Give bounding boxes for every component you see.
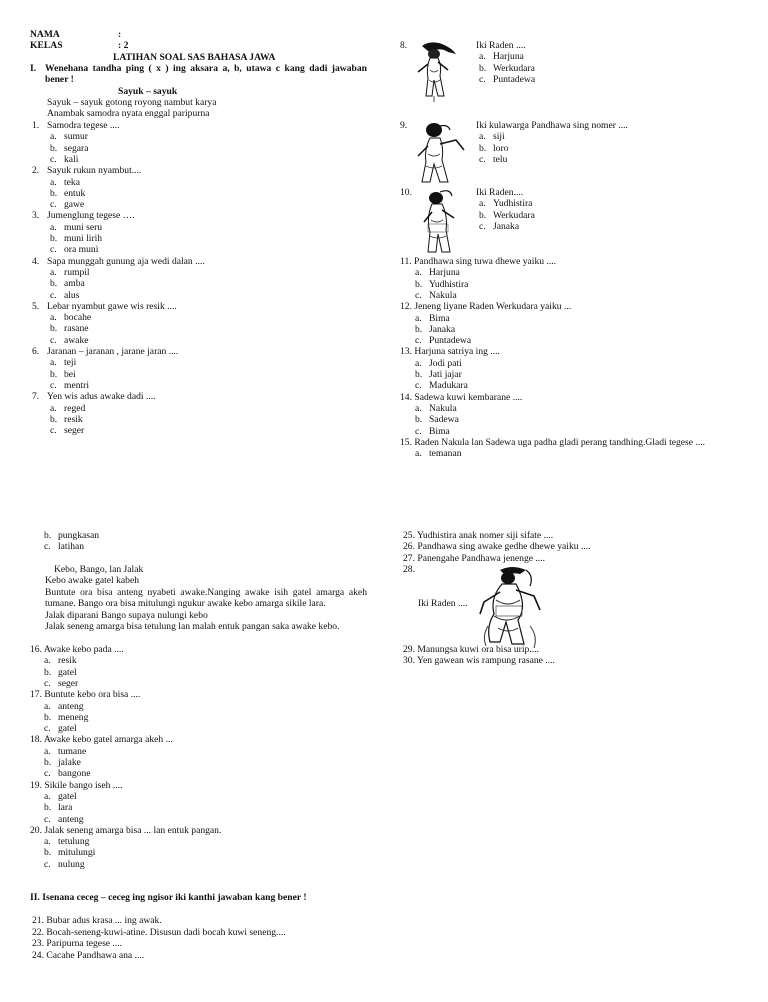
- option-letter: c.: [479, 153, 486, 165]
- question-number: 5.: [32, 300, 40, 312]
- answer-option[interactable]: [50, 154, 78, 165]
- option-text: resik: [58, 655, 77, 667]
- option-text: Bima: [429, 312, 450, 324]
- answer-option[interactable]: [415, 290, 457, 301]
- question-number: 7.: [32, 391, 40, 403]
- option-text: telu: [493, 153, 508, 165]
- option-letter: a.: [50, 312, 57, 324]
- fill-in-item: 28.: [403, 564, 415, 575]
- question-text: 16. Awake kebo pada ....: [30, 644, 124, 655]
- fill-in-item: 21. Bubar adus krasa ... ing awak.: [32, 915, 162, 926]
- option-letter: c.: [50, 379, 57, 391]
- option-text: muni lirih: [64, 233, 103, 244]
- option-text: gatel: [58, 666, 77, 678]
- answer-option[interactable]: [479, 210, 535, 221]
- answer-option[interactable]: [50, 369, 76, 380]
- option-text: Werkudara: [493, 62, 535, 74]
- option-text: rumpil: [64, 266, 90, 278]
- question-number: 9.: [400, 120, 408, 131]
- option-letter: b.: [44, 530, 52, 541]
- question-text: Jumenglung tegese ….: [47, 210, 135, 222]
- option-text: seger: [58, 677, 79, 689]
- option-letter: b.: [50, 233, 58, 244]
- answer-option[interactable]: [415, 403, 457, 414]
- answer-option[interactable]: [44, 678, 78, 689]
- story-title: Kebo, Bango, lan Jalak: [54, 564, 144, 575]
- answer-option[interactable]: [50, 414, 83, 425]
- option-text: teji: [64, 357, 77, 369]
- answer-option[interactable]: [479, 154, 507, 165]
- option-letter: a.: [415, 357, 422, 369]
- option-text: Yudhistira: [493, 198, 533, 210]
- option-text: Nakula: [429, 289, 457, 301]
- answer-option[interactable]: [479, 51, 524, 62]
- option-letter: c.: [50, 334, 57, 346]
- nama-label: NAMA: [30, 29, 60, 40]
- option-letter: c.: [415, 425, 422, 437]
- question-text: Iki Raden....: [476, 187, 524, 198]
- answer-option[interactable]: [44, 836, 89, 847]
- answer-option[interactable]: [44, 814, 84, 825]
- story-line: Jalak diparani Bango supaya nulungi kebo: [45, 610, 208, 621]
- option-letter: c.: [50, 153, 57, 165]
- option-text: Janaka: [493, 220, 520, 232]
- question-text: Samodra tegese ....: [47, 120, 120, 131]
- option-text: nulung: [58, 858, 85, 870]
- answer-option[interactable]: [44, 667, 77, 678]
- option-letter: b.: [479, 142, 487, 154]
- answer-option[interactable]: [44, 791, 77, 802]
- option-letter: a.: [415, 448, 422, 460]
- answer-option[interactable]: [479, 221, 519, 232]
- answer-option[interactable]: [44, 655, 77, 666]
- option-text: entuk: [64, 187, 86, 199]
- option-letter: b.: [50, 278, 58, 290]
- option-text: sumur: [64, 131, 88, 143]
- option-letter: b.: [415, 369, 423, 380]
- option-text: tumane: [58, 745, 87, 757]
- option-letter: b.: [44, 666, 52, 678]
- option-text: bei: [64, 368, 76, 380]
- question-text: 13. Harjuna satriya ing ....: [400, 346, 500, 358]
- option-letter: c.: [415, 289, 422, 301]
- nama-colon: :: [118, 29, 122, 40]
- option-letter: a.: [44, 745, 51, 757]
- answer-option[interactable]: [479, 74, 535, 85]
- section1-instruction-cont: bener !: [45, 74, 74, 85]
- answer-option[interactable]: [415, 279, 468, 290]
- option-letter: a.: [50, 402, 57, 414]
- option-letter: b.: [44, 711, 52, 723]
- answer-option[interactable]: [415, 335, 471, 346]
- option-text: ora muni: [64, 244, 99, 256]
- question-text: Jaranan – jaranan , jarane jaran ....: [47, 346, 179, 357]
- option-text: gatel: [58, 790, 77, 802]
- option-text: meneng: [58, 711, 89, 723]
- option-text: jalake: [58, 757, 81, 768]
- option-letter: a.: [44, 700, 51, 712]
- option-text: Jodi pati: [429, 357, 462, 369]
- fill-in-item: 26. Pandhawa sing awake gedhe dhewe yaiku ....: [403, 541, 591, 552]
- option-text: rasane: [64, 323, 89, 335]
- question-number: 3.: [32, 210, 40, 222]
- option-letter: a.: [44, 790, 51, 802]
- option-text: gatel: [58, 723, 77, 735]
- option-text: Bima: [429, 425, 450, 437]
- option-text: segara: [64, 142, 89, 154]
- option-text: loro: [493, 142, 509, 154]
- question-number: 10.: [400, 187, 412, 198]
- question-text: 19. Sikile bango iseh ....: [30, 779, 123, 791]
- option-letter: b.: [44, 757, 52, 768]
- answer-option[interactable]: [50, 290, 79, 301]
- answer-option[interactable]: [44, 712, 88, 723]
- answer-option[interactable]: [479, 143, 508, 154]
- option-text: Jati jajar: [429, 369, 462, 380]
- fill-in-item: 30. Yen gawean wis rampung rasane ....: [403, 655, 555, 666]
- option-text: pungkasan: [58, 530, 100, 541]
- option-letter: c.: [44, 858, 51, 870]
- option-text: resik: [64, 413, 83, 425]
- option-letter: b.: [50, 187, 58, 199]
- answer-option[interactable]: [44, 541, 84, 552]
- option-text: kali: [64, 153, 79, 165]
- option-letter: b.: [50, 368, 58, 380]
- poem-line: Anambak samodra nyata enggal paripurna: [47, 108, 210, 119]
- answer-option[interactable]: [44, 847, 95, 858]
- option-letter: a.: [50, 221, 57, 233]
- option-letter: a.: [479, 198, 486, 210]
- option-text: Harjuna: [493, 51, 524, 63]
- answer-option[interactable]: [479, 131, 505, 142]
- answer-option[interactable]: [50, 199, 84, 210]
- option-text: muni seru: [64, 221, 103, 233]
- answer-option[interactable]: [415, 380, 468, 391]
- option-letter: b.: [479, 62, 487, 74]
- option-letter: a.: [479, 51, 486, 63]
- poem-line: Sayuk – sayuk gotong royong nambut karya: [47, 97, 217, 108]
- option-letter: b.: [50, 323, 58, 335]
- answer-option[interactable]: [50, 222, 102, 233]
- q28-caption: Iki Raden ....: [418, 598, 468, 609]
- answer-option[interactable]: [50, 425, 84, 436]
- answer-option[interactable]: [50, 244, 98, 255]
- option-text: bangone: [58, 768, 91, 780]
- answer-option[interactable]: [44, 757, 81, 768]
- option-text: latihan: [58, 541, 85, 552]
- option-letter: a.: [50, 266, 57, 278]
- answer-option[interactable]: [50, 357, 76, 368]
- story-line: Jalak seneng amarga bisa tetulung lan malah entuk pangan saka awake kebo.: [45, 621, 340, 632]
- option-text: tetulung: [58, 836, 90, 848]
- option-letter: a.: [44, 836, 51, 848]
- option-text: siji: [493, 131, 505, 143]
- option-letter: b.: [415, 414, 423, 426]
- option-text: Madukara: [429, 380, 468, 392]
- poem-title: Sayuk – sayuk: [118, 86, 178, 97]
- option-letter: c.: [50, 199, 57, 211]
- question-text: Lebar nyambut gawe wis resik ....: [47, 300, 177, 312]
- option-letter: b.: [50, 413, 58, 425]
- option-text: Nakula: [429, 402, 457, 414]
- question-number: 1.: [32, 120, 40, 131]
- question-text: 17. Buntute kebo ora bisa ....: [30, 689, 141, 701]
- option-text: Werkudara: [493, 209, 535, 221]
- option-letter: a.: [50, 176, 57, 188]
- question-text: Iki kulawarga Pandhawa sing nomer ....: [476, 120, 628, 131]
- answer-option[interactable]: [50, 177, 80, 188]
- answer-option[interactable]: [50, 335, 89, 346]
- answer-option[interactable]: [479, 198, 532, 209]
- kelas-value: : 2: [118, 40, 129, 51]
- option-text: lara: [58, 802, 73, 814]
- fill-in-item: 27. Panengahe Pandhawa jenenge ....: [403, 553, 545, 564]
- option-text: alus: [64, 289, 80, 301]
- question-text: 20. Jalak seneng amarga bisa ... lan entuk pangan.: [30, 824, 222, 836]
- question-number: 6.: [32, 346, 40, 357]
- fill-in-item: 24. Cacahe Pandhawa ana ....: [32, 950, 145, 961]
- option-text: Puntadewa: [429, 335, 472, 347]
- option-letter: c.: [479, 73, 486, 85]
- answer-option[interactable]: [415, 267, 460, 278]
- option-letter: b.: [44, 802, 52, 814]
- kelas-label: KELAS: [30, 40, 63, 51]
- option-letter: c.: [50, 289, 57, 301]
- answer-option[interactable]: [50, 188, 85, 199]
- option-text: awake: [64, 334, 89, 346]
- page-title: LATIHAN SOAL SAS BAHASA JAWA: [113, 52, 276, 63]
- option-text: mentri: [64, 379, 90, 391]
- option-text: seger: [64, 425, 85, 437]
- answer-option[interactable]: [415, 369, 462, 380]
- answer-option[interactable]: [44, 530, 99, 541]
- answer-option[interactable]: [44, 701, 84, 712]
- answer-option[interactable]: [50, 312, 91, 323]
- answer-option[interactable]: [44, 802, 72, 813]
- fill-in-item: 29. Manungsa kuwi ora bisa urip....: [403, 644, 539, 655]
- option-letter: a.: [415, 402, 422, 414]
- question-text: 15. Raden Nakula lan Sadewa uga padha gladi perang tandhing.Gladi tegese ....: [400, 436, 706, 448]
- story-line: Kebo awake gatel kabeh: [45, 575, 140, 586]
- answer-option[interactable]: [415, 426, 450, 437]
- answer-option[interactable]: [50, 323, 89, 334]
- option-text: gawe: [64, 199, 85, 211]
- wayang-figure-10: [416, 188, 462, 256]
- option-text: bocahe: [64, 312, 92, 324]
- option-letter: a.: [44, 655, 51, 667]
- question-text: Iki Raden ....: [476, 40, 526, 51]
- answer-option[interactable]: [50, 233, 102, 244]
- answer-option[interactable]: [44, 859, 85, 870]
- section1-instruction: Wenehana tandha ping ( x ) ing aksara a, b, utawa c kang dadi jawaban: [45, 63, 367, 74]
- option-letter: a.: [50, 357, 57, 369]
- option-letter: c.: [44, 723, 51, 735]
- fill-in-item: 23. Paripurna tegese ....: [32, 938, 123, 949]
- answer-option[interactable]: [415, 448, 462, 459]
- option-letter: c.: [415, 335, 422, 347]
- option-text: Sadewa: [429, 414, 459, 426]
- wayang-figure-9: [412, 120, 468, 188]
- answer-option[interactable]: [44, 768, 91, 779]
- question-text: 12. Jeneng liyane Raden Werkudara yaiku ...: [400, 301, 572, 313]
- answer-option[interactable]: [44, 723, 77, 734]
- option-text: mitulungi: [58, 847, 96, 859]
- answer-option[interactable]: [50, 131, 88, 142]
- option-letter: b.: [50, 142, 58, 154]
- answer-option[interactable]: [415, 324, 455, 335]
- option-text: amba: [64, 278, 85, 290]
- option-letter: b.: [415, 323, 423, 335]
- answer-option[interactable]: [50, 143, 89, 154]
- option-text: Puntadewa: [493, 73, 536, 85]
- option-letter: a.: [415, 312, 422, 324]
- option-text: teka: [64, 176, 80, 188]
- question-text: 11. Pandhawa sing tuwa dhewe yaiku ....: [400, 256, 557, 267]
- wayang-figure-8: [412, 40, 458, 102]
- option-text: Yudhistira: [429, 278, 469, 290]
- answer-option[interactable]: [479, 63, 535, 74]
- option-text: Janaka: [429, 323, 456, 335]
- option-text: reged: [64, 402, 86, 414]
- option-letter: b.: [415, 278, 423, 290]
- option-letter: c.: [44, 768, 51, 780]
- question-number: 4.: [32, 255, 40, 267]
- fill-in-item: 22. Bocah-seneng-kuwi-atine. Disusun dadi bocah kuwi seneng....: [32, 927, 286, 938]
- option-letter: c.: [50, 244, 57, 256]
- option-text: anteng: [58, 700, 84, 712]
- fill-in-item: 25. Yudhistira anak nomer siji sifate ....: [403, 530, 554, 541]
- answer-option[interactable]: [415, 414, 459, 425]
- answer-option[interactable]: [50, 380, 89, 391]
- option-letter: b.: [479, 209, 487, 221]
- option-letter: c.: [44, 541, 51, 552]
- option-text: temanan: [429, 448, 462, 460]
- option-letter: c.: [50, 425, 57, 437]
- question-text: Sayuk rukun nyambut....: [47, 165, 142, 177]
- question-text: Yen wis adus awake dadi ....: [47, 391, 156, 403]
- question-text: 18. Awake kebo gatel amarga akeh ...: [30, 734, 173, 746]
- option-letter: c.: [479, 220, 486, 232]
- option-letter: c.: [415, 380, 422, 392]
- answer-option[interactable]: [50, 267, 90, 278]
- answer-option[interactable]: [44, 746, 86, 757]
- section1-number: I.: [30, 63, 37, 74]
- option-letter: a.: [50, 131, 57, 143]
- answer-option[interactable]: [415, 358, 462, 369]
- question-number: 8.: [400, 40, 408, 51]
- option-text: anteng: [58, 813, 84, 825]
- option-letter: b.: [44, 847, 52, 859]
- wayang-figure-28: [476, 566, 546, 650]
- option-letter: c.: [44, 677, 51, 689]
- option-letter: c.: [44, 813, 51, 825]
- question-number: 2.: [32, 165, 40, 177]
- question-text: 14. Sadewa kuwi kembarane ....: [400, 391, 523, 403]
- option-text: Harjuna: [429, 267, 460, 279]
- story-paragraph: Buntute ora bisa anteng nyabeti awake.Nanging awake isih gatel amarga akeh tumane. Bango ora bisa mitulungi ngukur awake kebo amarga sikile lara.: [45, 587, 367, 610]
- option-letter: a.: [415, 267, 422, 279]
- question-text: Sapa munggah gunung aja wedi dalan ....: [47, 255, 205, 267]
- answer-option[interactable]: [415, 313, 450, 324]
- answer-option[interactable]: [50, 278, 85, 289]
- answer-option[interactable]: [50, 403, 85, 414]
- option-letter: a.: [479, 131, 486, 143]
- section2-heading: II. Isenana ceceg – ceceg ing ngisor iki kanthi jawaban kang bener !: [30, 892, 307, 903]
